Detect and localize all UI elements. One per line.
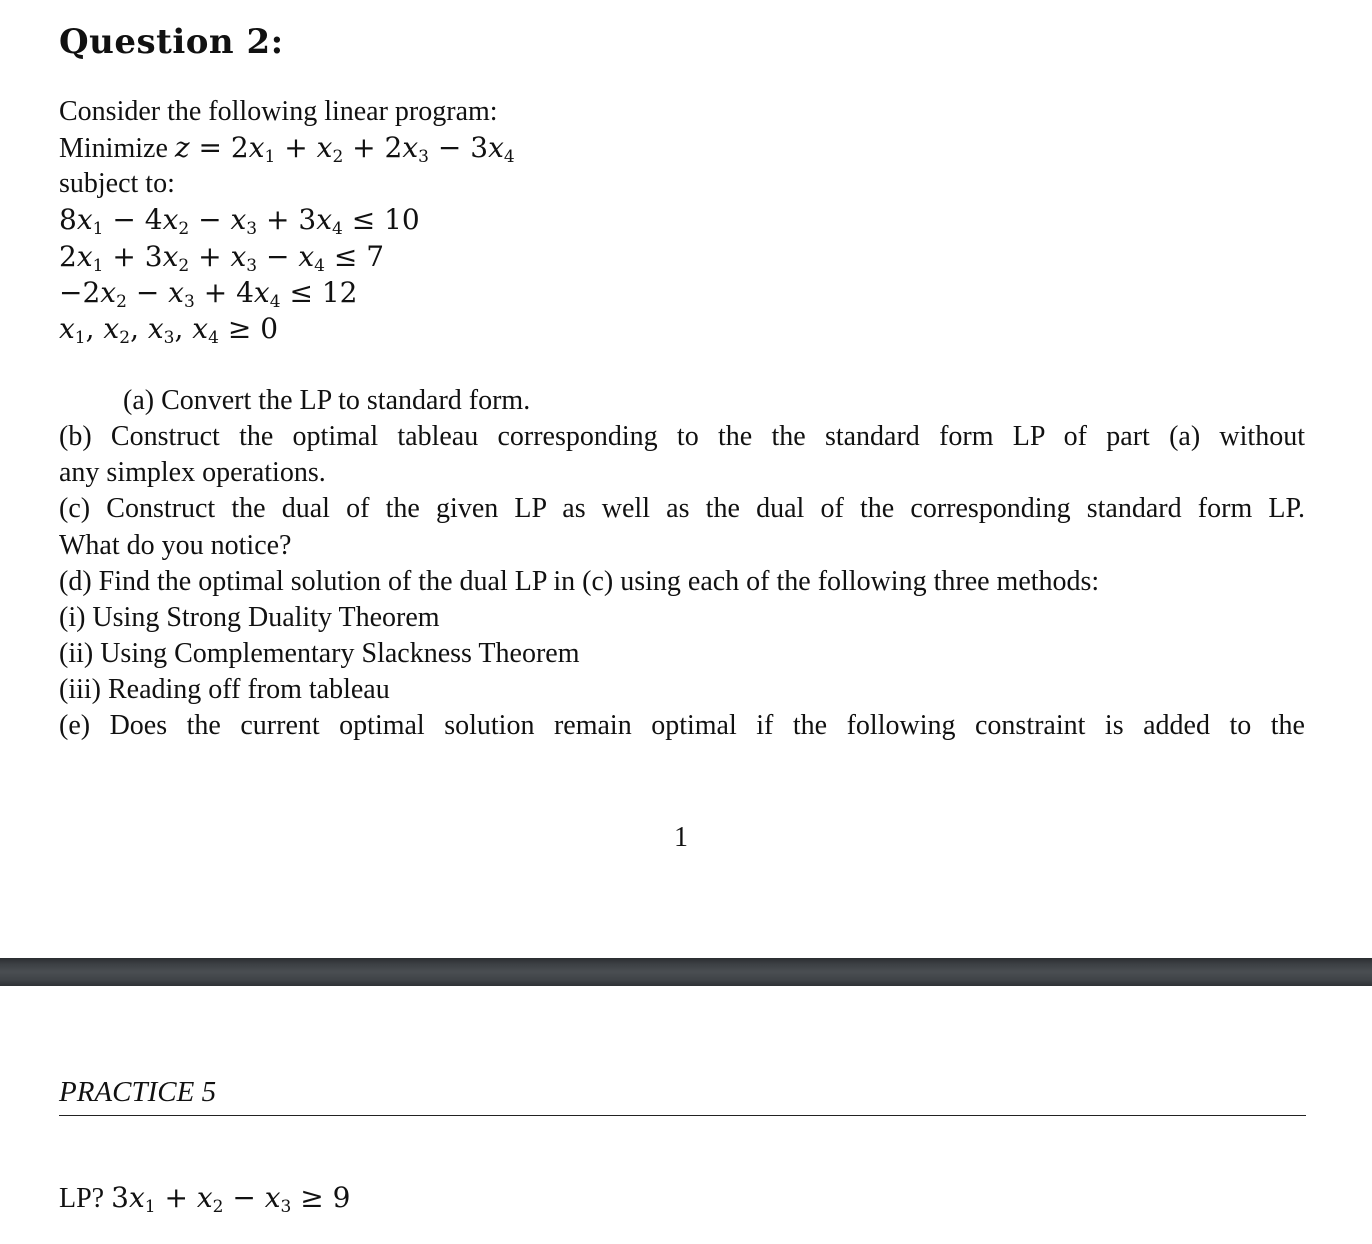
subject-to-label: subject to: (59, 168, 175, 199)
part-d-ii: (ii) Using Complementary Slackness Theorem (59, 638, 580, 669)
part-a: (a) Convert the LP to standard form. (123, 385, 531, 416)
part-e-prefix: LP? (59, 1183, 105, 1214)
constraint-3: $-2x_2 - x_3 + 4x_4 \le 12$ (59, 276, 358, 312)
question-title: Question 2: (59, 22, 284, 62)
part-e-constraint: $3x_1 + x_2 - x_3 \ge 9$ (111, 1181, 351, 1217)
objective-line (59, 131, 515, 166)
part-b-line-1: (b) Construct the optimal tableau corresponding to the the standard form LP of part (a) without (59, 421, 1305, 452)
header-rule (59, 1115, 1306, 1116)
part-c-line-1: (c) Construct the dual of the given LP as well as the dual of the corresponding standard form LP. (59, 493, 1305, 524)
part-d-i: (i) Using Strong Duality Theorem (59, 602, 440, 633)
nonnegativity-constraint: $x_1$, $x_2$, $x_3$, $x_4 \ge 0$ (59, 312, 279, 348)
page-number: 1 (674, 822, 688, 853)
part-d-iii: (iii) Reading off from tableau (59, 674, 390, 705)
page-separator (0, 958, 1372, 986)
part-b-line-2: any simplex operations. (59, 457, 326, 488)
objective-label: Minimize (59, 133, 168, 164)
part-c-line-2: What do you notice? (59, 530, 292, 561)
part-e-line-2 (59, 1180, 350, 1217)
part-d: (d) Find the optimal solution of the dual LP in (c) using each of the following three methods: (59, 566, 1100, 597)
running-head: PRACTICE 5 (59, 1076, 217, 1108)
constraint-2: $2x_1 + 3x_2 + x_3 - x_4 \le 7$ (59, 240, 385, 276)
part-e-line-1: (e) Does the current optimal solution remain optimal if the following constraint is added to the (59, 710, 1305, 741)
constraint-1: $8x_1 - 4x_2 - x_3 + 3x_4 \le 10$ (59, 203, 420, 239)
intro-text: Consider the following linear program: (59, 96, 498, 127)
objective-expression: $z = 2x_1 + x_2 + 2x_3 - 3x_4$ (174, 131, 515, 167)
